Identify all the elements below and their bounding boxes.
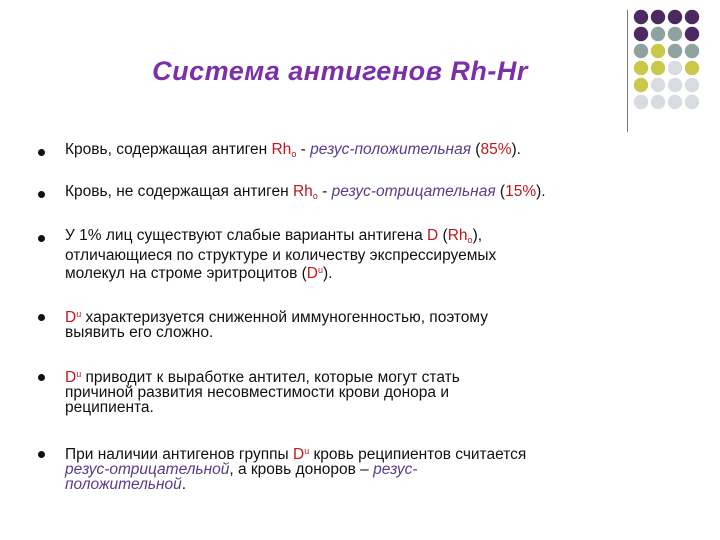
text-segment: o xyxy=(312,191,318,201)
decor-dot xyxy=(651,27,665,41)
decor-dot xyxy=(651,10,665,24)
decor-dot xyxy=(685,95,699,109)
text-segment: D xyxy=(65,309,77,326)
bullet-dot xyxy=(38,451,45,458)
text-segment: D xyxy=(65,369,77,386)
text-segment: отличающиеся по структуре и количеству экспрессируемых xyxy=(65,247,497,264)
text-segment: - xyxy=(296,141,311,158)
text-segment: Rh xyxy=(447,227,468,244)
text-segment: ). xyxy=(323,265,333,282)
text-line xyxy=(65,325,675,340)
decor-dot xyxy=(685,78,699,92)
bullet-dot xyxy=(38,314,45,321)
decor-dot xyxy=(685,27,699,41)
decor-dot xyxy=(685,44,699,58)
decor-dot xyxy=(634,61,648,75)
decor-dot xyxy=(685,10,699,24)
text-segment: резус-положительная xyxy=(310,141,471,158)
text-segment: приводит к выработке антител, которые могут стать xyxy=(81,369,460,386)
text-line xyxy=(65,477,675,492)
text-line xyxy=(65,184,675,204)
text-segment: Кровь, содержащая антиген xyxy=(65,141,272,158)
text-segment: У 1% лиц существуют слабые варианты антигена xyxy=(65,227,428,244)
decor-dot xyxy=(668,44,682,58)
text-segment: ). xyxy=(536,183,546,200)
text-line xyxy=(65,142,675,162)
text-line xyxy=(65,307,675,325)
list-item-text xyxy=(65,444,675,492)
text-line xyxy=(65,228,675,248)
decor-dot xyxy=(668,78,682,92)
text-segment: характеризуется сниженной иммуногенностью, поэтому xyxy=(81,309,489,326)
text-segment: Rh xyxy=(292,183,313,200)
text-segment: кровь реципиентов считается xyxy=(309,446,527,463)
text-segment: D xyxy=(306,265,318,282)
list-item-text xyxy=(65,184,675,204)
list-item-text xyxy=(65,367,675,415)
list-item-text xyxy=(65,307,675,340)
text-segment: . xyxy=(181,476,187,493)
text-segment: 15% xyxy=(505,183,537,200)
decor-dot xyxy=(685,61,699,75)
text-segment: резус-отрицательной xyxy=(65,461,230,478)
text-segment: ( xyxy=(495,183,506,200)
text-segment: 85% xyxy=(480,141,512,158)
list-item-text xyxy=(65,228,675,281)
decor-dot xyxy=(668,10,682,24)
text-segment: положительной xyxy=(65,476,182,493)
text-segment: u xyxy=(318,265,324,275)
text-segment: резус-отрицательная xyxy=(331,183,496,200)
decor-dot xyxy=(651,95,665,109)
bullet-dot xyxy=(38,374,45,381)
text-line xyxy=(65,385,675,400)
text-segment: ( xyxy=(470,141,481,158)
decor-dot xyxy=(651,78,665,92)
text-line xyxy=(65,367,675,385)
text-line xyxy=(65,263,675,281)
text-line xyxy=(65,248,675,263)
text-segment: При наличии антигенов группы xyxy=(65,446,293,463)
text-segment: причиной развития несовместимости крови донора и xyxy=(65,384,450,401)
decor-dot xyxy=(634,95,648,109)
text-segment: резус- xyxy=(373,461,418,478)
decor-dot xyxy=(651,44,665,58)
text-line xyxy=(65,400,675,415)
text-segment: молекул на строме эритроцитов ( xyxy=(65,265,307,282)
decor-dot xyxy=(634,78,648,92)
divider-line xyxy=(627,10,628,132)
bullet-dot xyxy=(38,191,45,198)
decor-dot xyxy=(651,61,665,75)
text-segment: , а кровь доноров – xyxy=(229,461,374,478)
text-line xyxy=(65,462,675,477)
text-segment: u xyxy=(76,369,82,379)
text-segment: ), xyxy=(472,227,483,244)
bullet-dot xyxy=(38,149,45,156)
decor-dot xyxy=(634,27,648,41)
text-segment: - xyxy=(317,183,332,200)
slide-title: Система антигенов Rh-Hr xyxy=(152,56,528,86)
bullet-dot xyxy=(38,235,45,242)
decor-dot xyxy=(668,27,682,41)
decor-dot xyxy=(634,44,648,58)
decor-dot xyxy=(668,61,682,75)
list-item-text xyxy=(65,142,675,162)
text-segment: ). xyxy=(511,141,521,158)
text-segment: D xyxy=(292,446,305,463)
text-segment: u xyxy=(76,309,82,319)
text-segment: ( xyxy=(438,227,448,244)
text-segment: Кровь, не содержащая антиген xyxy=(65,183,293,200)
decor-dot xyxy=(668,95,682,109)
text-segment: Rh xyxy=(271,141,292,158)
text-segment: D xyxy=(427,227,439,244)
text-line xyxy=(65,444,675,462)
text-segment: u xyxy=(304,446,310,456)
text-segment: o xyxy=(291,149,297,159)
text-segment: o xyxy=(467,235,473,245)
decor-dot xyxy=(634,10,648,24)
text-segment: реципиента. xyxy=(65,399,154,416)
text-segment: выявить его сложно. xyxy=(65,324,214,341)
